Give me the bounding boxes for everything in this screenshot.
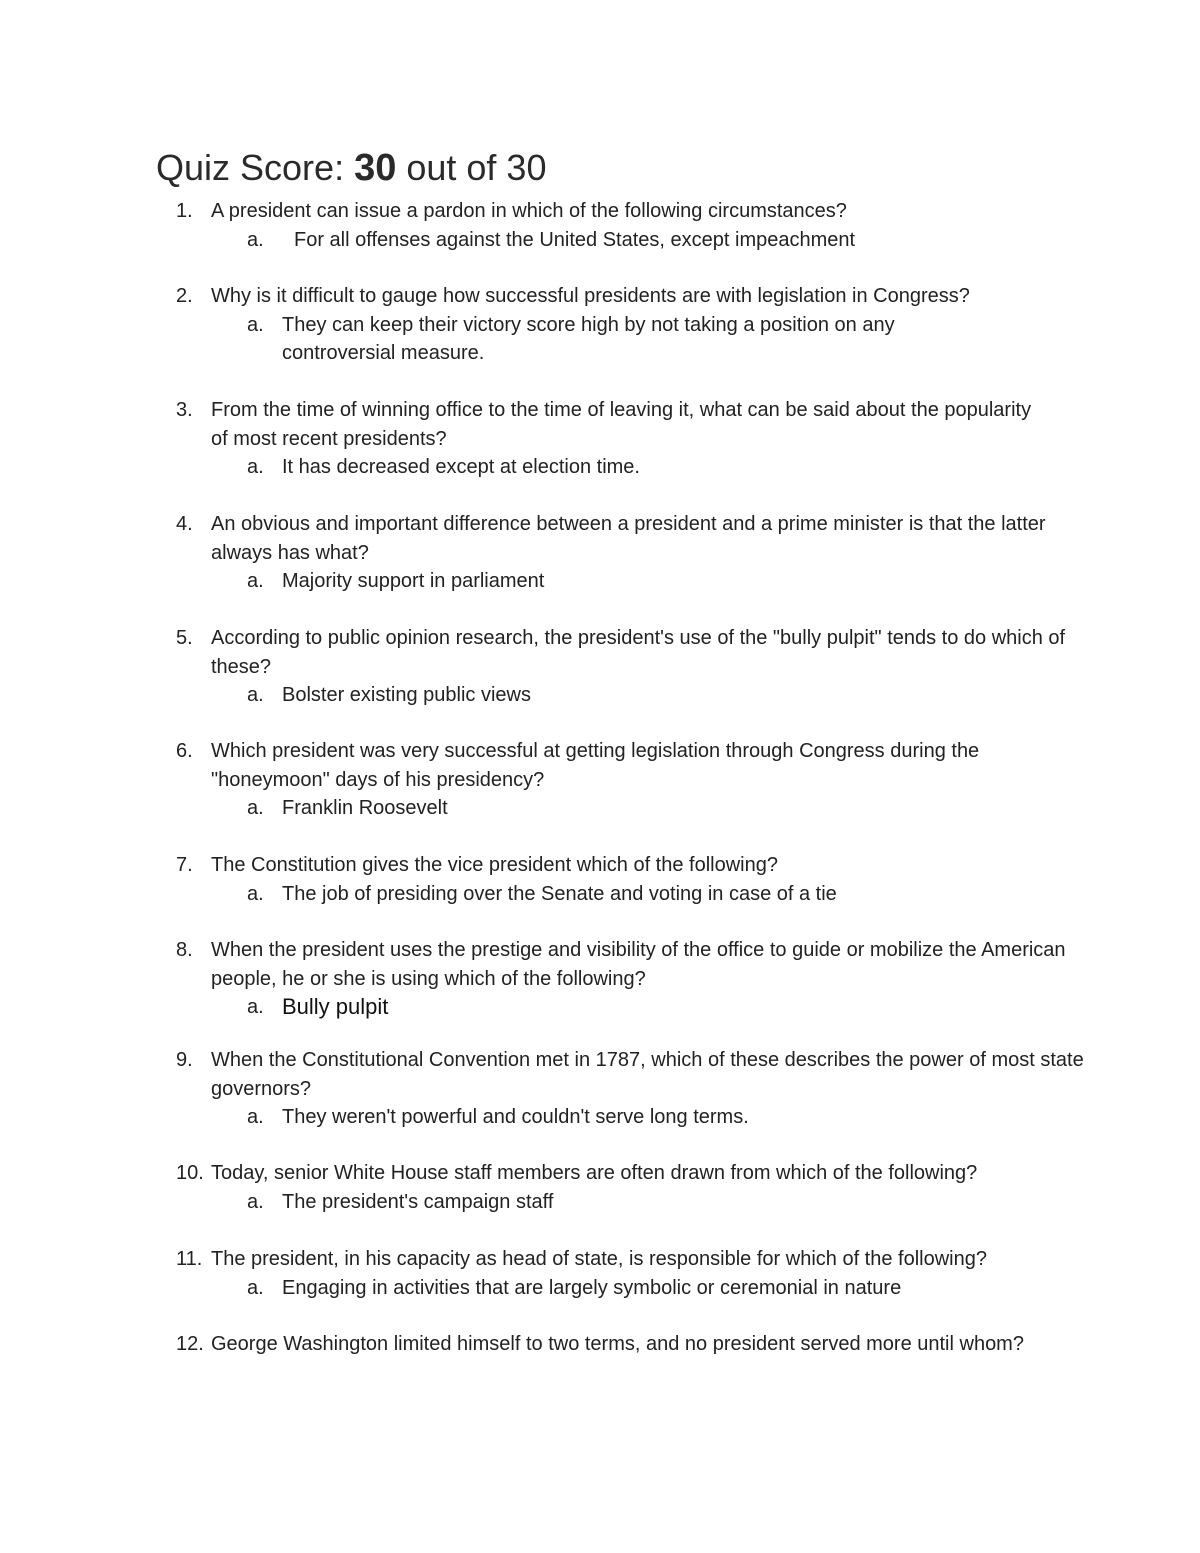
question-item <box>176 624 1076 710</box>
answer-letter: a. <box>247 797 264 819</box>
answer-letter: a. <box>247 456 264 478</box>
question-item <box>176 282 1076 368</box>
question-item <box>176 197 1076 254</box>
question-item <box>176 851 1076 908</box>
answer-text: They can keep their victory score high by not taking a position on any controversial measure. <box>282 313 895 364</box>
answer-text: For all offenses against the United States, except impeachment <box>294 228 856 251</box>
question-text: Why is it difficult to gauge how successful presidents are with legislation in Congress? <box>211 285 970 307</box>
question-number: 8. <box>176 939 193 961</box>
question-item <box>176 737 1076 823</box>
question-number: 2. <box>176 285 193 307</box>
question-number: 4. <box>176 513 193 535</box>
question-text: George Washington limited himself to two terms, and no president served more until whom? <box>211 1333 1024 1355</box>
question-number: 7. <box>176 854 193 876</box>
question-text: When the president uses the prestige and visibility of the office to guide or mobilize the American people, he or she is using which of the following? <box>211 939 1066 990</box>
question-item <box>176 1046 1084 1132</box>
answer-letter: a. <box>247 684 264 706</box>
answer-letter: a. <box>247 1190 264 1213</box>
answer-letter: a. <box>247 313 264 336</box>
answer-text: The job of presiding over the Senate and voting in case of a tie <box>282 882 837 905</box>
question-text: The president, in his capacity as head of state, is responsible for which of the following? <box>211 1248 987 1270</box>
answer-text: The president's campaign staff <box>282 1190 554 1213</box>
answer-text: Bully pulpit <box>282 994 389 1019</box>
question-number: 3. <box>176 399 193 421</box>
question-number: 10. <box>176 1162 204 1184</box>
answer-text: Engaging in activities that are largely symbolic or ceremonial in nature <box>282 1276 902 1299</box>
answer-letter: a. <box>247 570 264 592</box>
question-number: 5. <box>176 627 193 649</box>
question-item <box>176 1245 1076 1302</box>
answer-text: It has decreased except at election time. <box>282 456 640 478</box>
answer-text: Bolster existing public views <box>282 684 531 706</box>
answer-text: Majority support in parliament <box>282 570 545 592</box>
quiz-score-title <box>156 146 546 190</box>
question-item <box>176 396 1076 482</box>
question-text: From the time of winning office to the time of leaving it, what can be said about the popularity of most recent presidents? <box>211 399 1032 450</box>
answer-letter: a. <box>247 1276 264 1299</box>
question-item <box>176 510 1076 596</box>
question-text: The Constitution gives the vice president which of the following? <box>211 854 778 876</box>
title-suffix: out of 30 <box>396 147 547 188</box>
question-text: A president can issue a pardon in which of the following circumstances? <box>211 200 847 222</box>
question-number: 1. <box>176 200 193 222</box>
question-text: According to public opinion research, the president's use of the "bully pulpit" tends to do which of these? <box>211 627 1066 678</box>
question-item <box>176 1330 1076 1359</box>
question-number: 9. <box>176 1049 193 1071</box>
question-text: When the Constitutional Convention met in 1787, which of these describes the power of most state governors? <box>211 1049 1084 1100</box>
question-text: Which president was very successful at getting legislation through Congress during the "honeymoon" days of his presidency? <box>211 740 980 791</box>
answer-text: They weren't powerful and couldn't serve long terms. <box>282 1106 749 1128</box>
answer-letter: a. <box>247 228 264 251</box>
question-item <box>176 1159 1076 1216</box>
answer-letter: a. <box>247 996 264 1018</box>
question-number: 11. <box>176 1248 203 1270</box>
question-text: An obvious and important difference between a president and a prime minister is that the latter always has what? <box>211 513 1046 564</box>
answer-letter: a. <box>247 882 264 905</box>
title-prefix: Quiz Score: <box>156 147 355 188</box>
question-text: Today, senior White House staff members are often drawn from which of the following? <box>211 1162 978 1184</box>
question-number: 12. <box>176 1333 204 1355</box>
question-item <box>176 936 1076 1022</box>
answer-text: Franklin Roosevelt <box>282 797 448 819</box>
answer-letter: a. <box>247 1106 264 1128</box>
quiz-score-value: 30 <box>354 147 397 189</box>
question-number: 6. <box>176 740 193 762</box>
